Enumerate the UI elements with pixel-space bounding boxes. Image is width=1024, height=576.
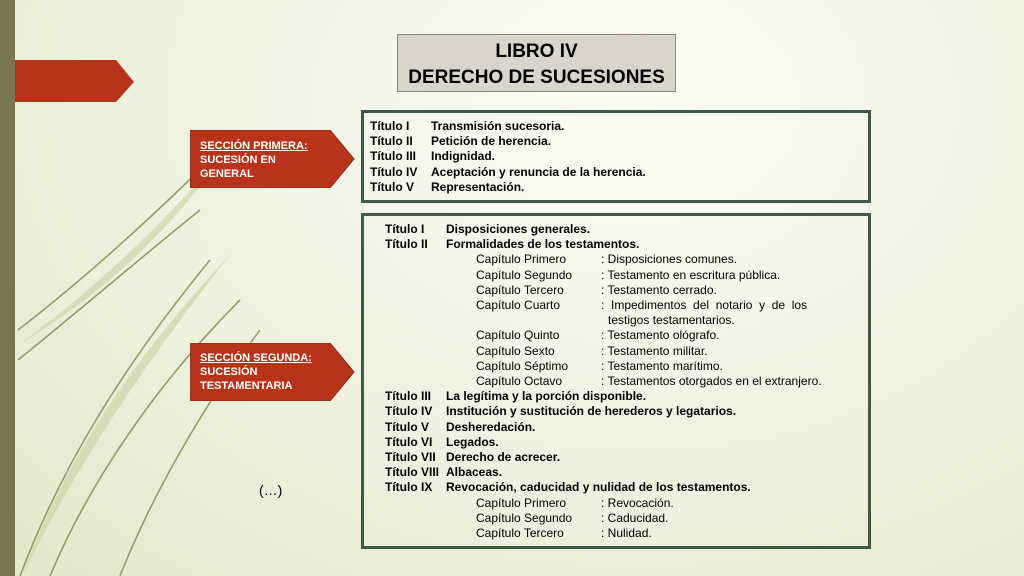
list-item: Capítulo Primero : Disposiciones comunes. [476,252,738,267]
section-segunda-box [361,213,871,549]
list-item: Título II Formalidades de los testamentos. [385,237,640,252]
list-item: Título VIII Albaceas. [385,465,503,480]
title-line-1: LIBRO IV [495,41,578,62]
list-item: Capítulo Tercero : Nulidad. [476,526,652,541]
list-item: Título I Transmisión sucesoria. [370,119,565,133]
list-item: Capítulo Octavo : Testamentos otorgados en el extranjero. [476,374,822,389]
section-segunda-line3: TESTAMENTARIA [200,380,293,392]
top-red-tab [15,60,134,102]
list-item: Título III La legítima y la porción disponible. [385,389,647,404]
list-item: Título II Petición de herencia. [370,134,552,149]
section-primera-line2: SUCESIÓN EN [200,154,276,166]
list-item: Capítulo Quinto : Testamento ológrafo. [476,328,720,343]
section-primera-heading: SECCIÓN PRIMERA: [200,140,308,152]
list-item: Título IV Aceptación y renuncia de la herencia. [370,164,646,179]
continuation-ellipsis: (…) [259,482,283,498]
list-item: Título IV Institución y sustitución de herederos y legatarios. [385,404,737,419]
section-segunda-label [190,343,355,401]
list-item: Capítulo Tercero : Testamento cerrado. [476,282,717,297]
list-item: Título VII Derecho de acrecer. [385,450,561,465]
section-segunda-line2: SUCESIÓN [200,366,258,378]
list-item: Capítulo Cuarto : Impedimentos del notario y de los [476,298,808,313]
section-primera-box [361,110,871,203]
list-item: Capítulo Primero : Revocación. [476,495,674,510]
list-item: Título V Desheredación. [385,419,536,434]
section-segunda-heading: SECCIÓN SEGUNDA: [200,352,312,364]
list-item: Capítulo Segundo : Testamento en escritura pública. [476,267,781,282]
list-item: Título IX Revocación, caducidad y nulidad de los testamentos. [385,480,751,495]
section-primera-line3: GENERAL [200,168,254,180]
title-line-2: DERECHO DE SUCESIONES [408,67,665,88]
list-item: Capítulo Segundo : Caducidad. [476,510,669,525]
page-title [397,34,676,92]
section-primera-label [190,130,355,188]
list-item: Capítulo Séptimo : Testamento marítimo. [476,358,723,373]
list-item: Título III Indignidad. [370,149,495,164]
list-item: Título V Representación. [370,179,525,194]
list-item: Título VI Legados. [385,434,499,449]
list-item: Título I Disposiciones generales. [385,222,591,236]
list-item: Capítulo Sexto : Testamento militar. [476,343,708,358]
list-item: testigos testamentarios. [608,313,735,328]
